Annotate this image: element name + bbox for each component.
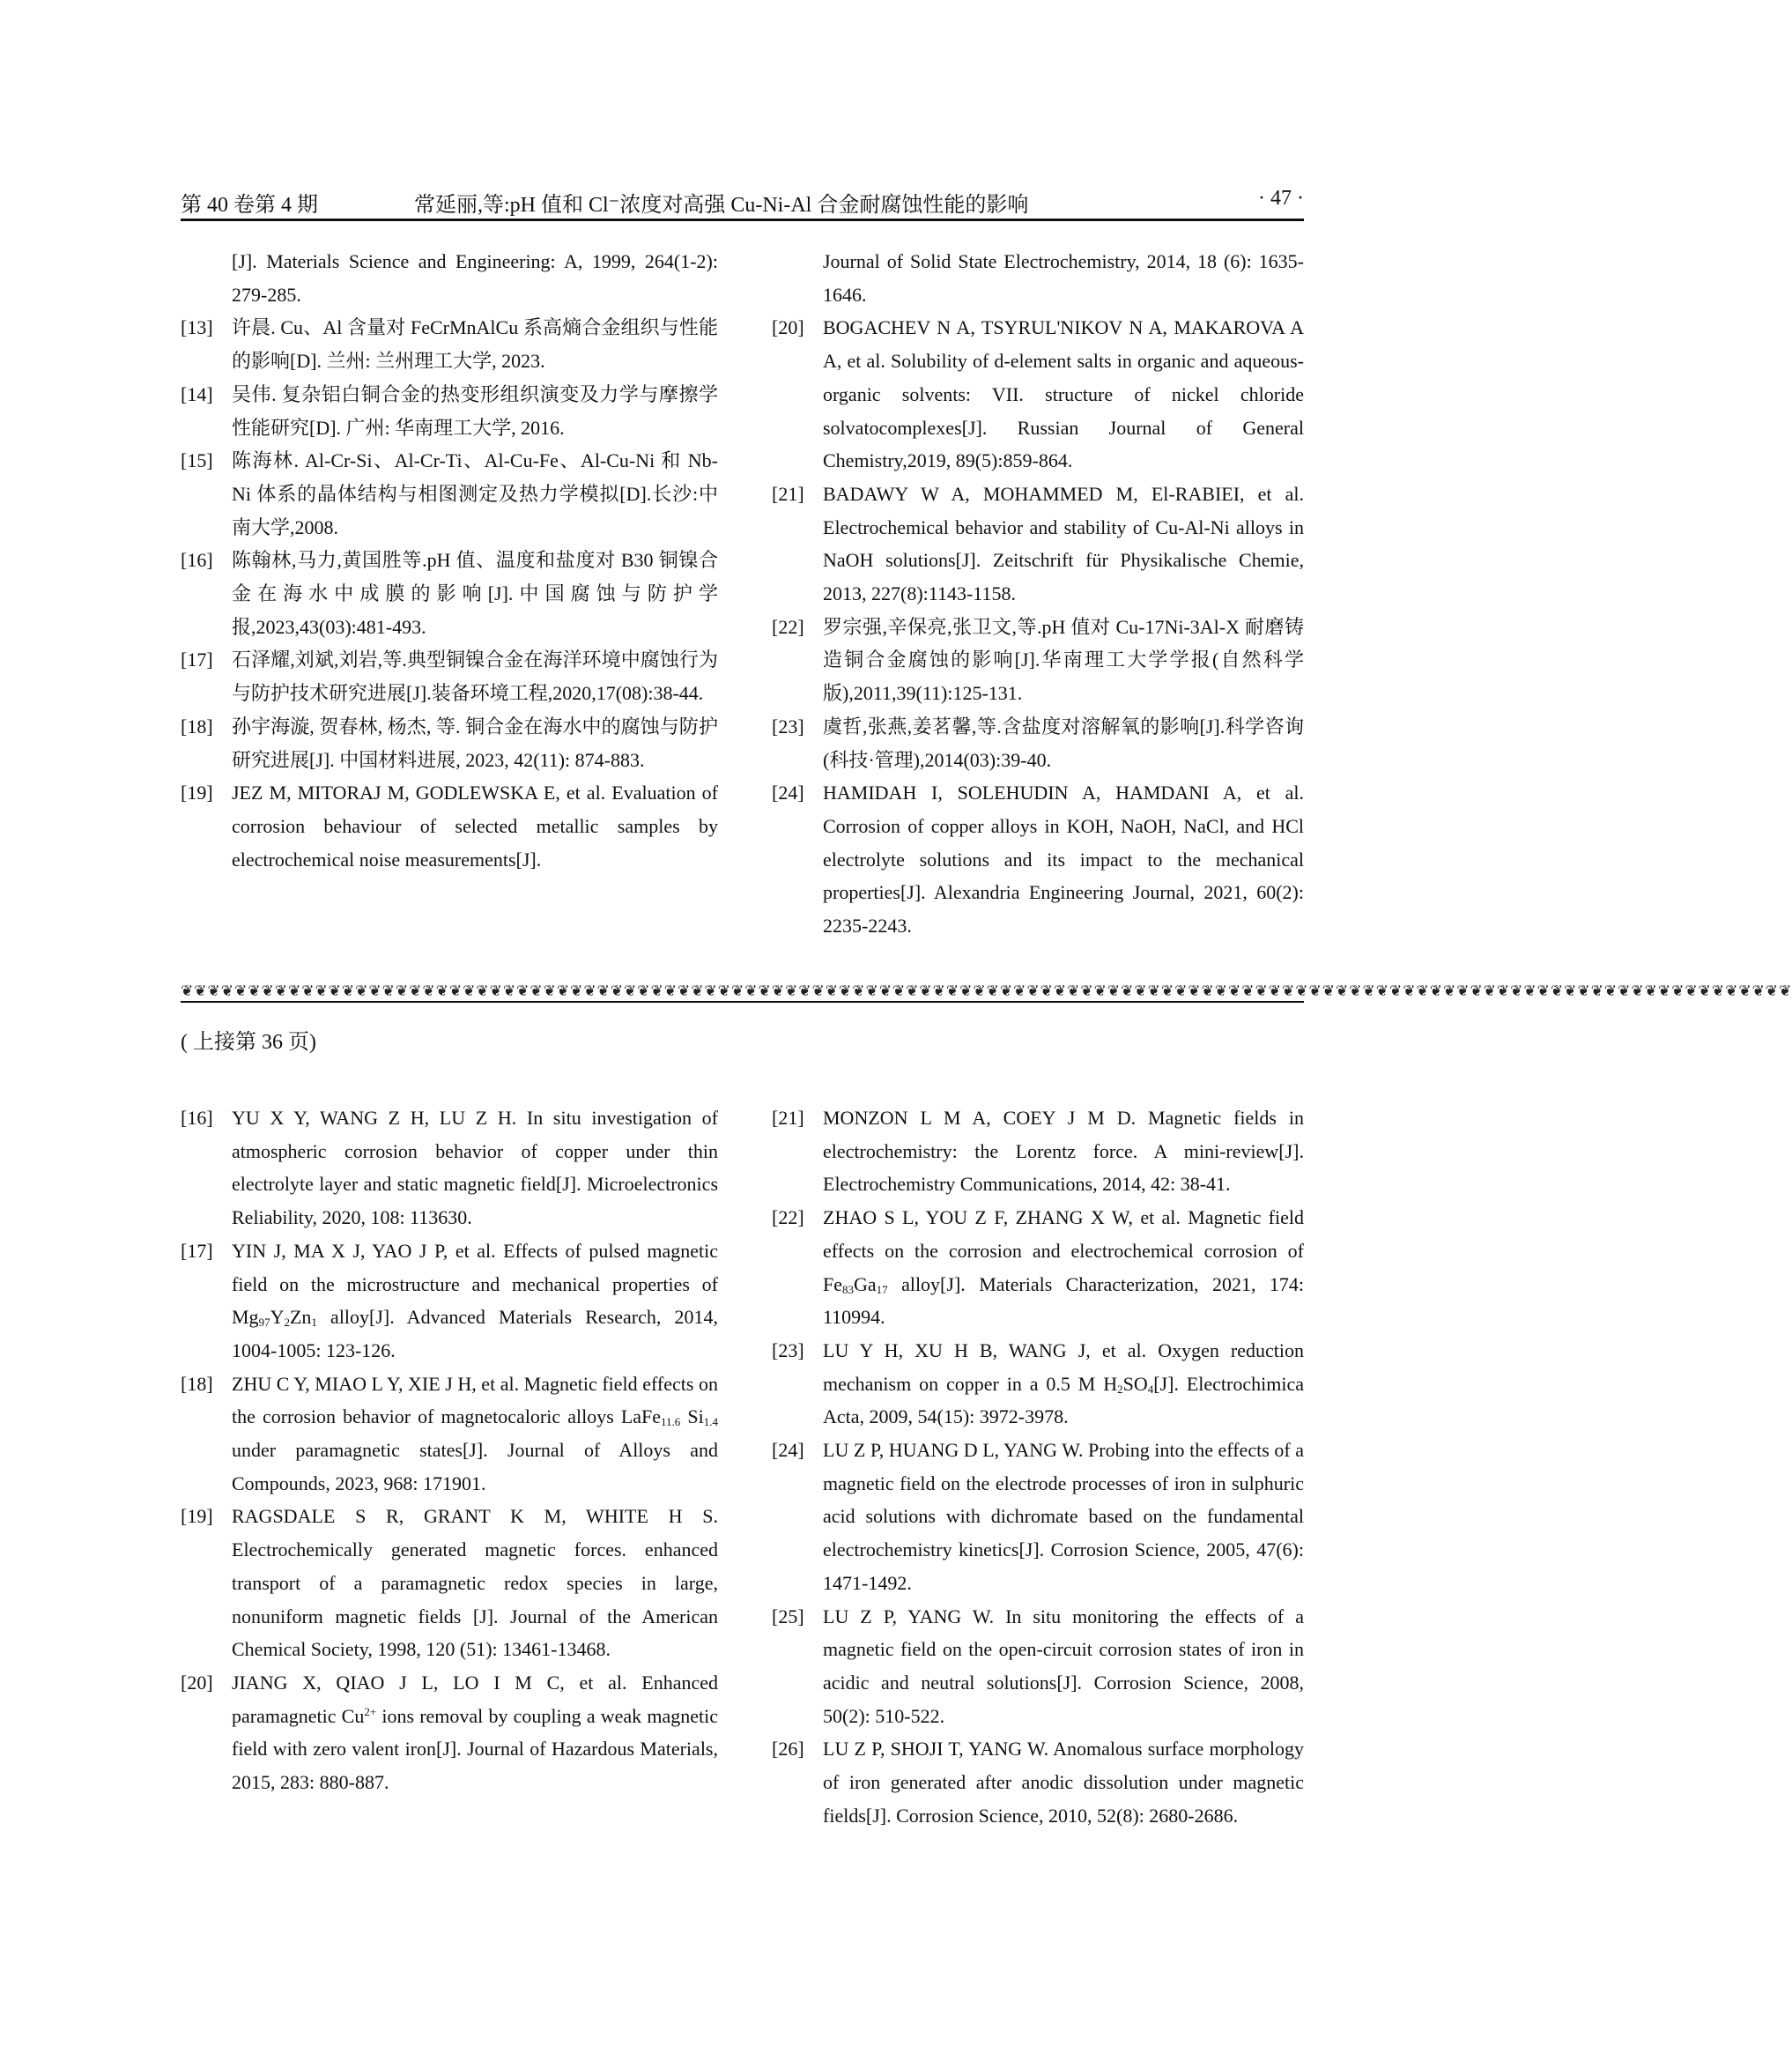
reference-text: LU Y H, XU H B, WANG J, et al. Oxygen reduction mechanism on copper in a 0.5 M H <box>823 1338 1304 1395</box>
subscript: 4 <box>1147 1382 1154 1396</box>
reference-text: RAGSDALE S R, GRANT K M, WHITE H S. Electrochemically generated magnetic forces. enhanced transport of a paramagnetic redox species in large, nonuniform magnetic fields [J]. Journal of the American Chemical Society, 1998, 120 (51): 13461-13468. <box>232 1505 718 1661</box>
reference-item <box>772 1434 1304 1600</box>
continued-from-note: ( 上接第 36 页) <box>181 1031 316 1054</box>
reference-continuation <box>772 245 1304 311</box>
reference-item <box>772 311 1304 478</box>
reference-number: [26] <box>772 1738 804 1761</box>
reference-number: [19] <box>181 1505 213 1528</box>
reference-text: 石泽耀,刘斌,刘岩,等.典型铜镍合金在海洋环境中腐蚀行为与防护技术研究进展[J].装备环境工程,2020,17(08):38-44. <box>232 649 718 705</box>
reference-item <box>772 710 1304 776</box>
reference-number: [15] <box>181 449 213 472</box>
reference-number: [17] <box>181 1239 213 1262</box>
reference-text: BADAWY W A, MOHAMMED M, El-RABIEI, et al. Electrochemical behavior and stability of Cu-Al-Ni alloys in NaOH solutions[J]. Zeitschrift für Physikalische Chemie, 2013, 227(8):1143-1158. <box>823 482 1304 605</box>
reference-number: [22] <box>772 1206 804 1229</box>
reference-item <box>181 444 718 544</box>
reference-number: [19] <box>181 782 213 804</box>
reference-text: Zn <box>289 1306 312 1329</box>
reference-text: 许晨. Cu、Al 含量对 FeCrMnAlCu 系高熵合金组织与性能的影响[D]. 兰州: 兰州理工大学, 2023. <box>232 316 718 373</box>
reference-text: LU Z P, HUANG D L, YANG W. Probing into the effects of a magnetic field on the electrode processes of iron in sulphuric acid solutions with dichromate based on the fundamental electrochemistry kinetics[J]. Corrosion Science, 2005, 47(6): 1471-1492. <box>823 1439 1304 1594</box>
reference-item <box>772 611 1304 710</box>
reference-text: MONZON L M A, COEY J M D. Magnetic fields in electrochemistry: the Lorentz force. A mini-review[J]. Electrochemistry Communications, 2014, 42: 38-41. <box>823 1107 1304 1196</box>
subscript: 2 <box>1117 1382 1123 1396</box>
references-bottom-left-column <box>181 1101 718 1799</box>
superscript: 2+ <box>364 1704 377 1718</box>
subscript: 83 <box>842 1282 854 1296</box>
reference-item <box>181 1234 718 1368</box>
reference-text: 陈翰林,马力,黄国胜等.pH 值、温度和盐度对 B30 铜镍合金在海水中成膜的影响[J].中国腐蚀与防护学报,2023,43(03):481-493. <box>232 549 718 638</box>
reference-text: 吴伟. 复杂铝白铜合金的热变形组织演变及力学与摩擦学性能研究[D]. 广州: 华南理工大学, 2016. <box>232 382 718 439</box>
reference-text: LU Z P, SHOJI T, YANG W. Anomalous surface morphology of iron generated after anodic dissolution under magnetic fields[J]. Corrosion Science, 2010, 52(8): 2680-2686. <box>823 1738 1304 1827</box>
journal-volume-issue: 第 40 卷第 4 期 <box>181 194 318 217</box>
reference-item <box>181 1500 718 1666</box>
reference-text: JIANG X, QIAO J L, LO I M C, et al. Enhanced paramagnetic Cu <box>232 1671 718 1727</box>
reference-item <box>181 1368 718 1501</box>
subscript: 17 <box>876 1282 888 1296</box>
reference-number: [24] <box>772 1439 804 1462</box>
subscript: 11.6 <box>661 1415 681 1429</box>
page-number: · 47 · <box>1258 187 1304 210</box>
reference-text: [J]. Electrochimica Acta, 2009, 54(15): 3972-3978. <box>823 1372 1304 1428</box>
reference-item <box>181 544 718 643</box>
reference-item <box>772 1600 1304 1733</box>
reference-text: SO <box>1122 1372 1148 1395</box>
reference-item <box>181 710 718 776</box>
reference-text: 罗宗强,辛保亮,张卫文,等.pH 值对 Cu-17Ni-3Al-X 耐磨铸造铜合金腐蚀的影响[J].华南理工大学学报(自然科学版),2011,39(11):125-131. <box>823 615 1304 705</box>
reference-text: YU X Y, WANG Z H, LU Z H. In situ investigation of atmospheric corrosion behavior of copper under thin electrolyte layer and static magnetic field[J]. Microelectronics Reliability, 2020, 108: 113630. <box>232 1107 718 1229</box>
reference-text: ions removal by coupling a weak magnetic field with zero valent iron[J]. Journal of Hazardous Materials, 2015, 283: 880-887. <box>232 1704 718 1794</box>
running-header <box>181 183 1304 219</box>
reference-text: BOGACHEV N A, TSYRUL'NIKOV N A, MAKAROVA A A, et al. Solubility of d-element salts in organic and aqueous-organic solvents: VII. structure of nickel chloride solvatocomplexes[J]. Russian Journal of General Chemistry,2019, 89(5):859-864. <box>823 316 1304 472</box>
references-top-left-column <box>181 245 718 876</box>
reference-number: [17] <box>181 649 213 671</box>
reference-number: [16] <box>181 1107 213 1129</box>
reference-number: [14] <box>181 382 213 405</box>
reference-text: Journal of Solid State Electrochemistry, 2014, 18 (6): 1635-1646. <box>823 250 1304 306</box>
references-bottom-right-column <box>772 1101 1304 1832</box>
reference-text: Ga <box>854 1272 877 1295</box>
reference-number: [20] <box>772 316 804 339</box>
reference-text: LU Z P, YANG W. In situ monitoring the effects of a magnetic field on the open-circuit corrosion states of iron in acidic and neutral solutions[J]. Corrosion Science, 2008, 50(2): 510-522. <box>823 1605 1304 1727</box>
reference-text: JEZ M, MITORAJ M, GODLEWSKA E, et al. Evaluation of corrosion behaviour of selected metallic samples by electrochemical noise measurements[J]. <box>232 782 718 871</box>
reference-text: 陈海林. Al-Cr-Si、Al-Cr-Ti、Al-Cu-Fe、Al-Cu-Ni 和 Nb-Ni 体系的晶体结构与相图测定及热力学模拟[D].长沙:中南大学,2008. <box>232 449 718 538</box>
reference-text: Y <box>270 1306 285 1329</box>
reference-text: alloy[J]. Materials Characterization, 2021, 174: 110994. <box>823 1272 1304 1329</box>
reference-text: HAMIDAH I, SOLEHUDIN A, HAMDANI A, et al. Corrosion of copper alloys in KOH, NaOH, NaCl, and HCl electrolyte solutions and its impact to the mechanical properties[J]. Alexandria Engineering Journal, 2021, 60(2): 2235-2243. <box>823 782 1304 938</box>
reference-item <box>181 378 718 444</box>
reference-number: [24] <box>772 782 804 804</box>
subscript: 1 <box>311 1316 317 1330</box>
reference-number: [16] <box>181 549 213 572</box>
section-divider-line <box>181 1001 1304 1003</box>
reference-item <box>772 1201 1304 1334</box>
reference-number: [20] <box>181 1671 213 1694</box>
reference-item <box>772 1732 1304 1832</box>
subscript: 1.4 <box>703 1415 718 1429</box>
reference-item <box>772 776 1304 943</box>
reference-number: [22] <box>772 615 804 638</box>
reference-text: ZHU C Y, MIAO L Y, XIE J H, et al. Magnetic field effects on the corrosion behavior of magnetocaloric alloys LaFe <box>232 1372 718 1428</box>
reference-item <box>181 1101 718 1234</box>
reference-item <box>181 643 718 709</box>
reference-number: [18] <box>181 715 213 738</box>
reference-text: 孙宇海漩, 贺春林, 杨杰, 等. 铜合金在海水中的腐蚀与防护研究进展[J]. 中国材料进展, 2023, 42(11): 874-883. <box>232 715 718 771</box>
reference-item <box>772 1101 1304 1201</box>
references-top-right-column <box>772 245 1304 943</box>
reference-item <box>181 776 718 876</box>
header-divider <box>181 219 1304 221</box>
reference-item <box>181 311 718 377</box>
reference-text: 虞哲,张燕,姜茗馨,等.含盐度对溶解氧的影响[J].科学咨询(科技·管理),2014(03):39-40. <box>823 715 1304 771</box>
reference-text: ZHAO S L, YOU Z F, ZHANG X W, et al. Magnetic field effects on the corrosion and electrochemical corrosion of Fe <box>823 1206 1304 1295</box>
running-title: 常延丽,等:pH 值和 Cl⁻浓度对高强 Cu-Ni-Al 合金耐腐蚀性能的影响 <box>414 194 1029 217</box>
reference-number: [21] <box>772 1107 804 1129</box>
reference-text: Si <box>680 1405 704 1428</box>
reference-item <box>181 1666 718 1799</box>
subscript: 2 <box>284 1316 290 1330</box>
reference-item <box>772 478 1304 611</box>
reference-number: [25] <box>772 1605 804 1627</box>
reference-number: [21] <box>772 482 804 505</box>
reference-text: alloy[J]. Advanced Materials Research, 2014, 1004-1005: 123-126. <box>232 1306 718 1361</box>
reference-item <box>772 1334 1304 1434</box>
reference-text: [J]. Materials Science and Engineering: A, 1999, 264(1-2): 279-285. <box>232 250 718 306</box>
reference-number: [18] <box>181 1372 213 1395</box>
reference-text: under paramagnetic states[J]. Journal of Alloys and Compounds, 2023, 968: 171901. <box>232 1439 718 1494</box>
reference-number: [13] <box>181 316 213 339</box>
reference-text: YIN J, MA X J, YAO J P, et al. Effects of pulsed magnetic field on the microstructure and mechanical properties of Mg <box>232 1239 718 1329</box>
ornamental-divider: ❦❦❦❦❦❦❦❦❦❦❦❦❦❦❦❦❦❦❦❦❦❦❦❦❦❦❦❦❦❦❦❦❦❦❦❦❦❦❦❦❦❦❦❦❦❦❦❦❦❦❦❦❦❦❦❦❦❦❦❦❦❦❦❦❦❦❦❦❦❦❦❦❦❦❦❦❦❦❦❦❦❦❦❦❦❦❦❦❦❦❦❦❦❦❦❦❦❦❦❦❦❦❦❦❦❦❦❦❦❦❦❦❦❦❦❦❦❦❦❦ <box>181 982 1792 999</box>
subscript: 97 <box>258 1316 270 1330</box>
reference-number: [23] <box>772 715 804 738</box>
reference-continuation <box>181 245 718 311</box>
reference-number: [23] <box>772 1338 804 1361</box>
